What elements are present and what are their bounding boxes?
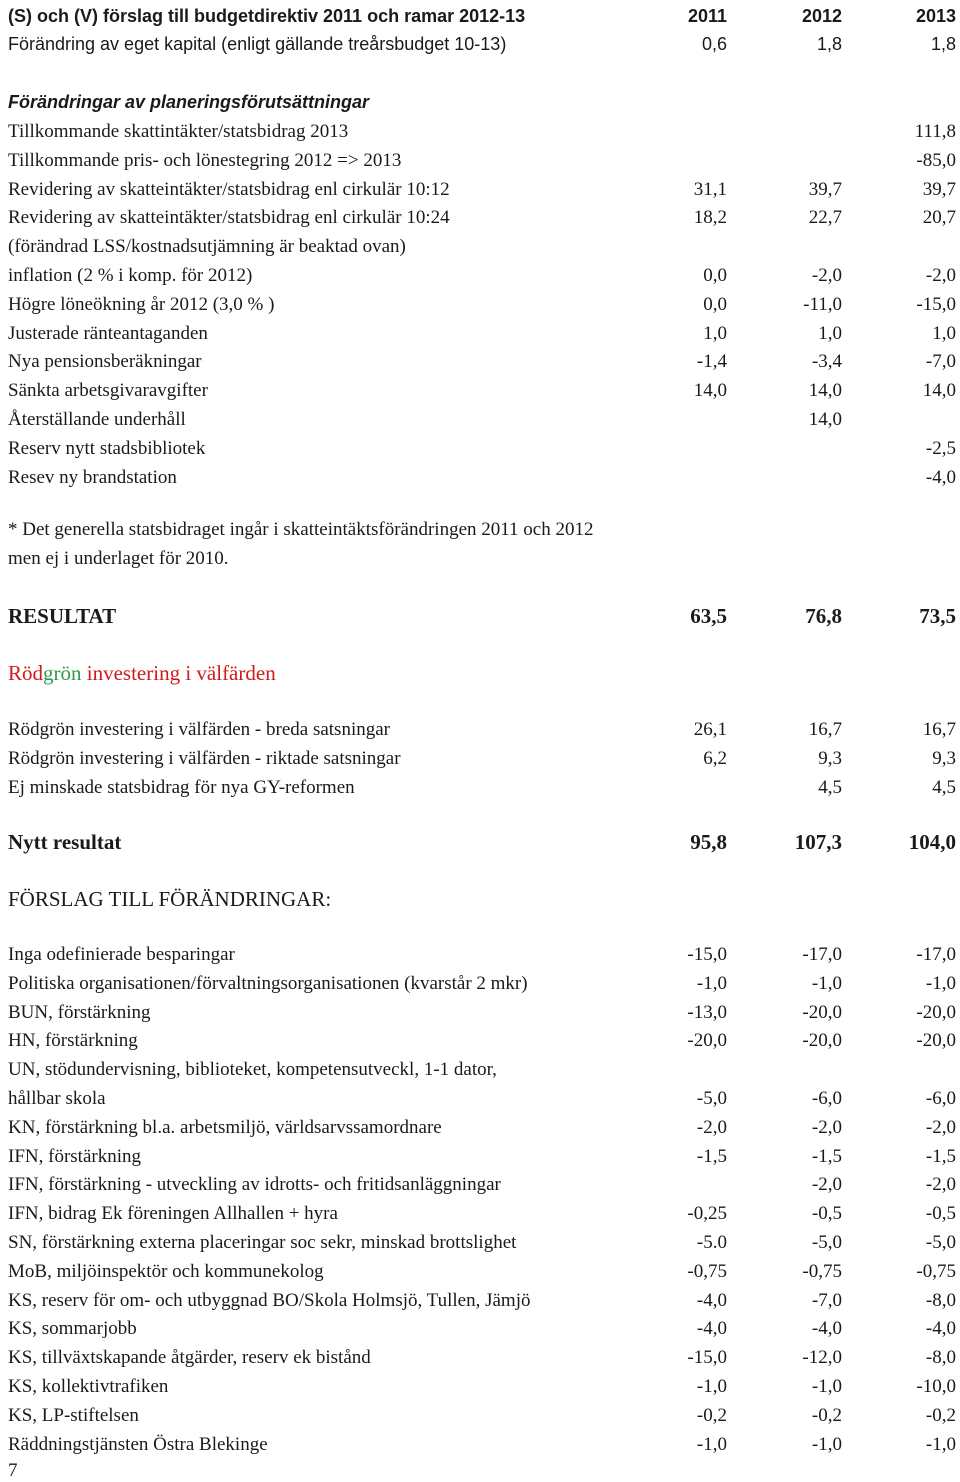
- investment-value-2013: 9,3: [932, 747, 956, 769]
- proposal-value-2013: -20,0: [916, 1001, 956, 1023]
- proposal-value-2012: -4,0: [811, 1318, 842, 1340]
- proposal-row: [0, 1146, 960, 1174]
- proposal-row: [0, 1002, 960, 1030]
- planning-value-2012: 14,0: [808, 409, 842, 430]
- proposal-row-label: IFN, bidrag Ek föreningen Allhallen + hyra: [8, 1203, 338, 1225]
- result-value-2012: 76,8: [805, 604, 842, 628]
- proposal-value-2012: -20,0: [802, 1001, 842, 1023]
- planning-row-label: Tillkommande pris- och lönestegring 2012 => 2013: [8, 149, 402, 171]
- planning-row: [0, 265, 960, 293]
- investment-heading-green: grön: [43, 661, 82, 685]
- proposal-value-2013: -20,0: [916, 1030, 956, 1052]
- proposal-row-label: KS, tillväxtskapande åtgärder, reserv ek bistånd: [8, 1347, 371, 1369]
- equity-row: [0, 34, 960, 62]
- proposal-value-2011: -15,0: [687, 1347, 727, 1369]
- planning-value-2011: 1,0: [703, 322, 727, 344]
- proposal-value-2011: -1,0: [696, 972, 727, 994]
- planning-value-2012: -2,0: [811, 265, 842, 286]
- planning-value-2013: -15,0: [916, 293, 956, 315]
- proposal-value-2013: -6,0: [925, 1088, 956, 1109]
- result-row: [0, 604, 960, 632]
- proposal-value-2011: -2,0: [696, 1116, 727, 1138]
- proposal-row-label: KS, reserv för om- och utbyggnad BO/Skola Holmsjö, Tullen, Jämjö: [8, 1289, 531, 1311]
- planning-row-label: inflation (2 % i komp. för 2012): [8, 265, 253, 286]
- proposals-heading-row: [0, 887, 960, 915]
- proposal-row: [0, 1117, 960, 1145]
- planning-value-2011: 31,1: [693, 178, 727, 200]
- proposal-value-2011: -5.0: [696, 1232, 727, 1253]
- proposal-row-label: KS, LP-stiftelsen: [8, 1404, 139, 1426]
- proposal-row: [0, 944, 960, 972]
- proposal-row-label: KS, sommarjobb: [8, 1318, 137, 1340]
- investment-value-2011: 6,2: [703, 747, 727, 769]
- investment-row-label: Rödgrön investering i välfärden - riktade satsningar: [8, 747, 401, 769]
- planning-row: [0, 380, 960, 408]
- planning-value-2013: 111,8: [914, 121, 956, 142]
- planning-row: [0, 438, 960, 466]
- proposal-row: [0, 1376, 960, 1404]
- proposal-value-2013: -5,0: [925, 1232, 956, 1253]
- planning-row-label: Nya pensionsberäkningar: [8, 351, 202, 373]
- proposal-value-2013: -10,0: [916, 1376, 956, 1397]
- proposal-row: [0, 1318, 960, 1346]
- planning-value-2013: -85,0: [916, 149, 956, 171]
- planning-row: [0, 179, 960, 207]
- proposals-heading: FÖRSLAG TILL FÖRÄNDRINGAR:: [8, 887, 332, 911]
- proposal-row-label: IFN, förstärkning - utveckling av idrotts- och fritidsanläggningar: [8, 1174, 501, 1196]
- proposal-row-label: KS, kollektivtrafiken: [8, 1376, 169, 1397]
- proposal-value-2012: -2,0: [811, 1116, 842, 1138]
- proposal-value-2013: -0,2: [925, 1404, 956, 1426]
- proposal-value-2012: -1,0: [811, 972, 842, 994]
- new-result-row: [0, 830, 960, 858]
- year-2013: 2013: [915, 6, 956, 26]
- planning-row-label: Återställande underhåll: [8, 409, 186, 430]
- investment-row: [0, 719, 960, 747]
- proposal-row: [0, 1261, 960, 1289]
- result-value-2011: 63,5: [690, 604, 727, 628]
- planning-value-2012: 1,0: [818, 322, 842, 344]
- proposal-row-label: Politiska organisationen/förvaltningsorganisationen (kvarstår 2 mkr): [8, 972, 528, 994]
- planning-row: [0, 207, 960, 235]
- proposal-value-2011: -1,0: [696, 1433, 727, 1455]
- document-title: (S) och (V) förslag till budgetdirektiv 2011 och ramar 2012-13: [8, 6, 526, 26]
- proposal-row: [0, 973, 960, 1001]
- planning-value-2011: -1,4: [696, 351, 727, 373]
- investment-value-2013: 16,7: [922, 719, 956, 740]
- planning-value-2013: 39,7: [922, 178, 956, 200]
- proposal-value-2011: -13,0: [687, 1001, 727, 1023]
- investment-heading-rest: investering i välfärden: [81, 661, 276, 685]
- new-result-label: Nytt resultat: [8, 830, 122, 854]
- investment-value-2011: 26,1: [693, 719, 727, 740]
- proposal-row: [0, 1203, 960, 1231]
- proposal-value-2012: -0,2: [811, 1404, 842, 1426]
- planning-value-2013: 1,0: [932, 322, 956, 344]
- planning-row-label: Högre löneökning år 2012 (3,0 % ): [8, 293, 275, 315]
- proposal-value-2012: -12,0: [802, 1347, 842, 1369]
- proposal-value-2013: -1,0: [925, 1433, 956, 1455]
- proposal-value-2012: -0,75: [802, 1260, 842, 1282]
- note-line-1: * Det generella statsbidraget ingår i skatteintäktsförändringen 2011 och 2012: [8, 519, 594, 540]
- planning-row-label: Revidering av skatteintäkter/statsbidrag enl cirkulär 10:12: [8, 178, 450, 200]
- investment-value-2012: 16,7: [808, 719, 842, 740]
- planning-value-2011: 0,0: [703, 293, 727, 315]
- investment-heading: [8, 661, 276, 686]
- note-line-1-row: [0, 519, 960, 547]
- investment-row: [0, 748, 960, 776]
- proposal-row: [0, 1290, 960, 1318]
- proposal-value-2013: -2,0: [925, 1116, 956, 1138]
- proposal-value-2012: -0,5: [811, 1203, 842, 1225]
- planning-value-2013: -2,5: [925, 437, 956, 459]
- planning-value-2011: 0,0: [703, 265, 727, 286]
- investment-row-label: Ej minskade statsbidrag för nya GY-reformen: [8, 776, 355, 798]
- proposal-value-2011: -1,5: [696, 1145, 727, 1167]
- investment-row-label: Rödgrön investering i välfärden - breda satsningar: [8, 719, 390, 740]
- result-value-2013: 73,5: [919, 604, 956, 628]
- result-label: RESULTAT: [8, 604, 117, 628]
- proposal-row: [0, 1347, 960, 1375]
- planning-value-2013: 20,7: [922, 207, 956, 229]
- note-line-2: men ej i underlaget för 2010.: [8, 548, 229, 569]
- planning-row: [0, 121, 960, 149]
- planning-row: [0, 409, 960, 437]
- proposal-value-2013: -1,5: [925, 1145, 956, 1167]
- planning-value-2012: 14,0: [808, 380, 842, 402]
- proposal-value-2012: -20,0: [802, 1030, 842, 1052]
- planning-row: [0, 150, 960, 178]
- proposal-value-2011: -0,2: [696, 1404, 727, 1426]
- equity-label: Förändring av eget kapital (enligt gällande treårsbudget 10-13): [8, 34, 507, 54]
- proposal-row-label: HN, förstärkning: [8, 1030, 138, 1052]
- planning-row: [0, 467, 960, 495]
- planning-row-label: Revidering av skatteintäkter/statsbidrag enl cirkulär 10:24: [8, 207, 450, 229]
- planning-row: [0, 236, 960, 264]
- proposal-value-2012: -1,0: [811, 1376, 842, 1397]
- new-result-value-2012: 107,3: [794, 830, 842, 854]
- page-number: 7: [8, 1460, 18, 1481]
- proposal-value-2013: -8,0: [925, 1347, 956, 1369]
- new-result-value-2013: 104,0: [908, 830, 956, 854]
- header-row: [0, 6, 960, 34]
- equity-value-2011: 0,6: [701, 34, 727, 54]
- proposal-value-2011: -0,75: [687, 1260, 727, 1282]
- proposal-value-2011: -4,0: [696, 1289, 727, 1311]
- note-line-2-row: [0, 548, 960, 576]
- planning-row: [0, 294, 960, 322]
- planning-row: [0, 323, 960, 351]
- planning-row-label: (förändrad LSS/kostnadsutjämning är beaktad ovan): [8, 236, 406, 258]
- proposal-value-2013: -2,0: [925, 1174, 956, 1196]
- proposal-value-2013: -1,0: [925, 972, 956, 994]
- planning-value-2013: -4,0: [925, 466, 956, 488]
- proposal-value-2011: -5,0: [696, 1088, 727, 1109]
- planning-row-label: Tillkommande skattintäkter/statsbidrag 2013: [8, 121, 349, 142]
- proposal-value-2013: -4,0: [925, 1318, 956, 1340]
- proposal-value-2012: -2,0: [811, 1174, 842, 1196]
- investment-heading-row: [0, 661, 960, 689]
- proposal-value-2011: -4,0: [696, 1318, 727, 1340]
- planning-row: [0, 351, 960, 379]
- proposal-value-2011: -20,0: [687, 1030, 727, 1052]
- planning-row-label: Sänkta arbetsgivaravgifter: [8, 380, 208, 402]
- proposal-row-label: KN, förstärkning bl.a. arbetsmiljö, världsarvssamordnare: [8, 1116, 442, 1138]
- proposal-value-2012: -7,0: [811, 1289, 842, 1311]
- investment-row: [0, 777, 960, 805]
- planning-value-2012: -3,4: [811, 351, 842, 373]
- proposal-value-2012: -1,5: [811, 1145, 842, 1167]
- proposal-row: [0, 1059, 960, 1087]
- proposal-value-2013: -0,75: [916, 1260, 956, 1282]
- proposal-value-2012: -5,0: [811, 1232, 842, 1253]
- investment-value-2012: 9,3: [818, 747, 842, 769]
- planning-row-label: Resev ny brandstation: [8, 466, 177, 488]
- proposal-row: [0, 1434, 960, 1462]
- year-2012: 2012: [801, 6, 842, 26]
- planning-value-2011: 18,2: [693, 207, 727, 229]
- investment-value-2013: 4,5: [932, 776, 956, 798]
- planning-value-2011: 14,0: [693, 380, 727, 402]
- proposal-value-2011: -0,25: [687, 1203, 727, 1225]
- proposal-row-label: SN, förstärkning externa placeringar soc sekr, minskad brottslighet: [8, 1232, 517, 1253]
- planning-heading: Förändringar av planeringsförutsättningar: [8, 92, 370, 112]
- proposal-row: [0, 1088, 960, 1116]
- proposal-value-2012: -17,0: [802, 944, 842, 965]
- planning-value-2012: 22,7: [808, 207, 842, 229]
- proposal-row-label: IFN, förstärkning: [8, 1145, 141, 1167]
- proposal-row-label: hållbar skola: [8, 1088, 106, 1109]
- proposal-row-label: BUN, förstärkning: [8, 1001, 151, 1023]
- proposal-value-2013: -0,5: [925, 1203, 956, 1225]
- proposal-value-2011: -15,0: [687, 944, 727, 965]
- proposal-row: [0, 1405, 960, 1433]
- equity-value-2013: 1,8: [930, 34, 956, 54]
- planning-row-label: Justerade ränteantaganden: [8, 322, 208, 344]
- investment-heading-red: Röd: [8, 661, 44, 685]
- planning-value-2013: 14,0: [922, 380, 956, 402]
- planning-row-label: Reserv nytt stadsbibliotek: [8, 437, 206, 459]
- proposal-row-label: Räddningstjänsten Östra Blekinge: [8, 1433, 268, 1455]
- equity-value-2012: 1,8: [816, 34, 842, 54]
- proposal-row: [0, 1030, 960, 1058]
- planning-heading-row: [0, 92, 960, 120]
- planning-value-2012: 39,7: [808, 178, 842, 200]
- proposal-value-2012: -1,0: [811, 1433, 842, 1455]
- new-result-value-2011: 95,8: [690, 830, 727, 854]
- proposal-row: [0, 1174, 960, 1202]
- year-2011: 2011: [687, 6, 727, 26]
- planning-value-2013: -2,0: [925, 265, 956, 286]
- proposal-value-2012: -6,0: [811, 1088, 842, 1109]
- planning-value-2012: -11,0: [803, 293, 842, 315]
- proposal-value-2013: -17,0: [916, 944, 956, 965]
- proposal-value-2011: -1,0: [696, 1376, 727, 1397]
- planning-value-2013: -7,0: [925, 351, 956, 373]
- proposal-row-label: MoB, miljöinspektör och kommunekolog: [8, 1260, 324, 1282]
- proposal-value-2013: -8,0: [925, 1289, 956, 1311]
- investment-value-2012: 4,5: [818, 776, 842, 798]
- proposal-row-label: Inga odefinierade besparingar: [8, 944, 235, 965]
- proposal-row-label: UN, stödundervisning, biblioteket, kompetensutveckl, 1-1 dator,: [8, 1059, 497, 1081]
- proposal-row: [0, 1232, 960, 1260]
